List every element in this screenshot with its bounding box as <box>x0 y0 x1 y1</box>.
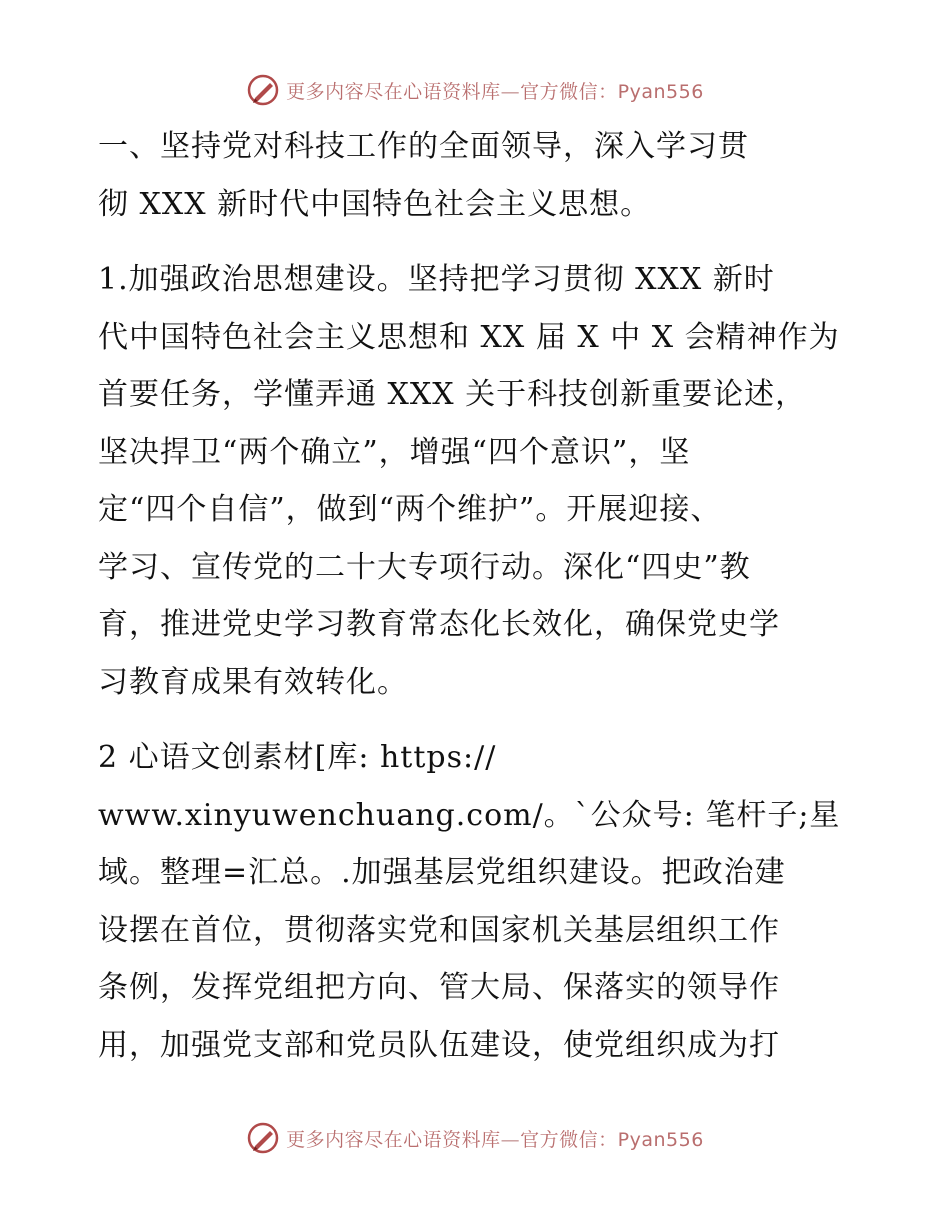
section-heading <box>98 118 858 233</box>
text-line: 1.加强政治思想建设。坚持把学习贯彻 XXX 新时 <box>98 262 775 297</box>
text-line: www.xinyuwenchuang.com/。`公众号: 笔杆子;星 <box>98 797 841 833</box>
footer-watermark <box>0 1118 950 1158</box>
text-line: 首要任务，学懂弄通 XXX 关于科技创新重要论述， <box>98 377 807 412</box>
header-watermark-text: 更多内容尽在心语资料库—官方微信：Pyan556 <box>286 80 704 103</box>
text-line: 彻 XXX 新时代中国特色社会主义思想。 <box>98 186 652 222</box>
pen-logo-icon <box>246 73 280 107</box>
text-line: 用，加强党支部和党员队伍建设，使党组织成为打 <box>98 1027 780 1063</box>
text-line: 育，推进党史学习教育常态化长效化，确保党史学 <box>98 607 780 642</box>
footer-watermark-text: 更多内容尽在心语资料库—官方微信：Pyan556 <box>286 1128 704 1151</box>
text-line: 学习、宣传党的二十大专项行动。深化“四史”教 <box>98 549 751 585</box>
header-watermark <box>0 70 950 110</box>
document-body <box>98 118 858 1074</box>
text-line: 条例，发挥党组把方向、管大局、保落实的领导作 <box>98 970 780 1005</box>
text-line: 坚决捍卫“两个确立”，增强“四个意识”，坚 <box>98 434 691 470</box>
paragraph-grassroots-building <box>98 729 858 1074</box>
pen-logo-icon <box>246 1121 280 1155</box>
paragraph-political-building <box>98 251 858 711</box>
text-line: 一、坚持党对科技工作的全面领导，深入学习贯 <box>98 129 749 164</box>
text-line: 代中国特色社会主义思想和 XX 届 X 中 X 会精神作为 <box>98 319 840 355</box>
text-line: 定“四个自信”，做到“两个维护”。开展迎接、 <box>98 492 722 527</box>
text-line: 习教育成果有效转化。 <box>98 664 408 700</box>
text-line: 域。整理=汇总。.加强基层党组织建设。把政治建 <box>98 855 786 890</box>
text-line: 2 心语文创素材[库: https:// <box>98 740 497 775</box>
text-line: 设摆在首位，贯彻落实党和国家机关基层组织工作 <box>98 912 780 948</box>
